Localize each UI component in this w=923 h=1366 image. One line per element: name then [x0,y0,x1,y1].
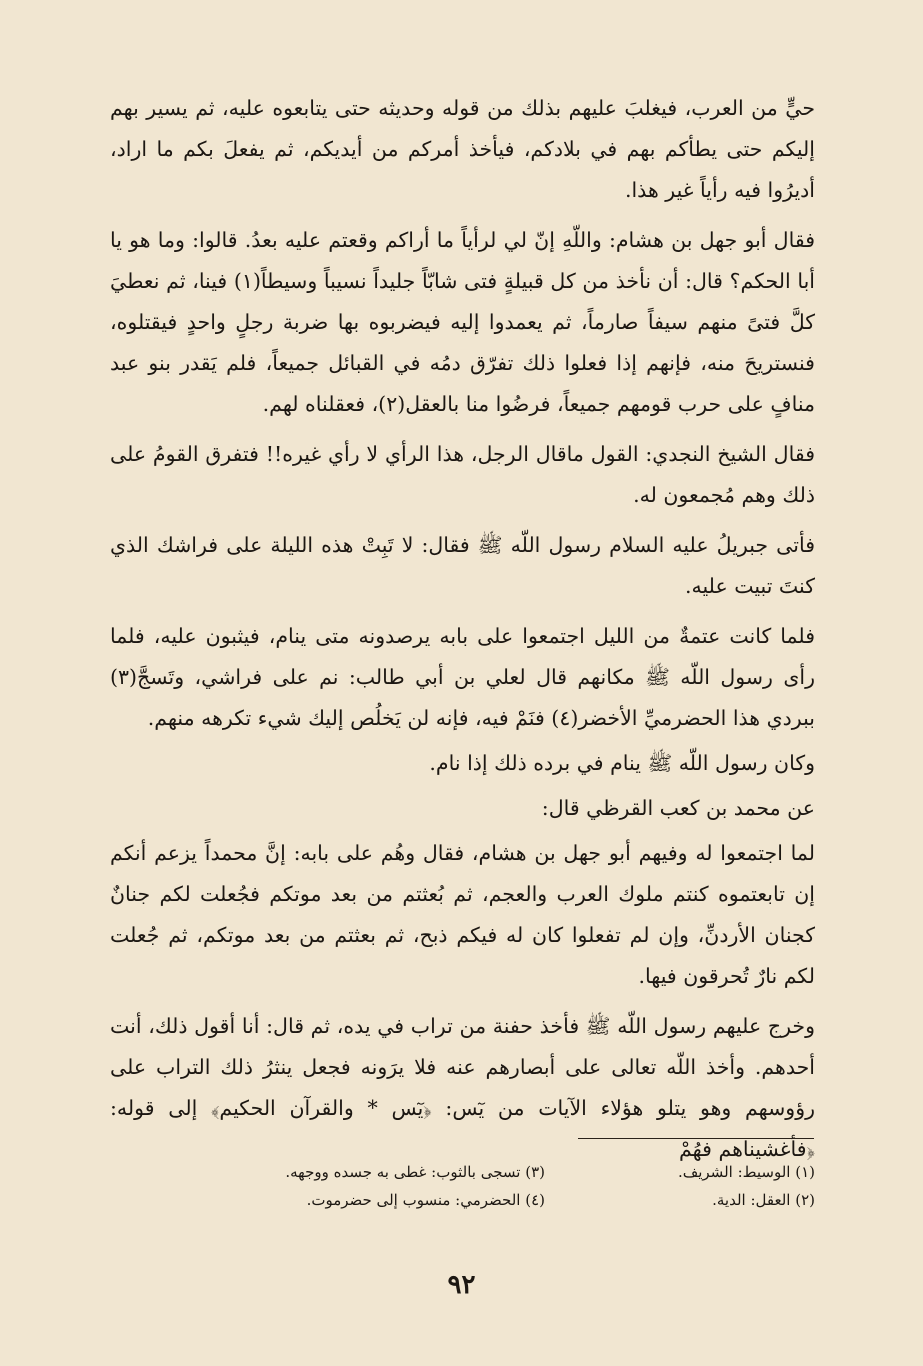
paragraph-6: وكان رسول اللّه ﷺ ينام في برده ذلك إذا نام. [429,751,815,775]
paragraph-5: فلما كانت عتمةٌ من الليل اجتمعوا على بابه يرصدونه متى ينام، فيثبون عليه، فلما رأى رسول اللّه ﷺ مكانهم قال لعلي بن أبي طالب: نم على فراشي، وتَسجَّ(٣) ببردي هذا الحضرميِّ الأخضر(٤) فنَمْ فيه، فإنه لن يَخلُص إليك شيء تكرهه منهم. [110,624,815,730]
paragraph-2: فقال أبو جهل بن هشام: واللّهِ إنّ لي لرأياً ما أراكم وقعتم عليه بعدُ. قالوا: وما هو يا أبا الحكم؟ قال: أن نأخذ من كل قبيلةٍ فتى شابّاً جليداً نسيباً وسيطاً(١) فينا، ثم نعطيَ كلَّ فتىً منهم سيفاً صارماً، ثم يعمدوا إليه فيضربوه بها ضربة رجلٍ واحدٍ فيقتلوه، فنستريحَ منه، فإنهم إذا فعلوا ذلك تفرّق دمُه في القبائل جميعاً، فلم يَقدر بنو عبد منافٍ على حرب قومهم جميعاً، فرضُوا منا بالعقل(٢)، فعقلناه لهم. [110,228,815,416]
paragraph-7: عن محمد بن كعب القرظي قال: [541,796,815,820]
paragraph-4: فأتى جبريلُ عليه السلام رسول اللّه ﷺ فقال: لا تَبِتْ هذه الليلة على فراشك الذي كنتَ تبيت عليه. [110,533,815,598]
page-number: ٩٢ [447,1270,476,1300]
footnote-2: (٢) العقل: الدية. [712,1191,815,1209]
footnotes [110,1158,815,1214]
paragraph-3: فقال الشيخ النجدي: القول ماقال الرجل، هذا الرأي لا رأي غيره!! فتفرق القومُ على ذلك وهم مُجمعون له. [110,442,815,507]
footnote-divider [578,1138,814,1139]
footnote-3: (٣) تسجى بالثوب: غطى به جسده ووجهه. [285,1163,545,1181]
paragraph-8: لما اجتمعوا له وفيهم أبو جهل بن هشام، فقال وهُم على بابه: إنَّ محمداً يزعم أنكم إن تابعتموه كنتم ملوك العرب والعجم، ثم بُعثتم من بعد موتكم فجُعلت لكم جنانٌ كجنان الأردنِّ، وإن لم تفعلوا كان له فيكم ذبح، ثم بعثتم من بعد موتكم، ثم جُعلت لكم نارٌ تُحرقون فيها. [110,841,815,988]
paragraph-9: وخرج عليهم رسول اللّه ﷺ فأخذ حفنة من تراب في يده، ثم قال: أنا أقول ذلك، أنت أحدهم. وأخذ اللّه تعالى على أبصارهم عنه فلا يرَونه فجعل ينثرُ ذلك التراب على رؤوسهم وهو يتلو هؤلاء الآيات من يٓس: ﴿يٓس * والقرآن الحكيم﴾ إلى قوله: ﴿فأغشيناهم فهُمْ [110,1014,815,1161]
footnote-1: (١) الوسيط: الشريف. [677,1163,815,1181]
footnote-4: (٤) الحضرمي: منسوب إلى حضرموت. [306,1191,545,1209]
main-text [110,88,815,1179]
paragraph-1: حيٍّ من العرب، فيغلبَ عليهم بذلك من قوله وحديثه حتى يتابعوه عليه، ثم يسير بهم إليكم حتى يطأكم بهم في بلادكم، فيأخذ أمركم من أيديكم، ثم يفعلَ بكم ما اراد، أديرُوا فيه رأياً غير هذا. [110,96,815,202]
